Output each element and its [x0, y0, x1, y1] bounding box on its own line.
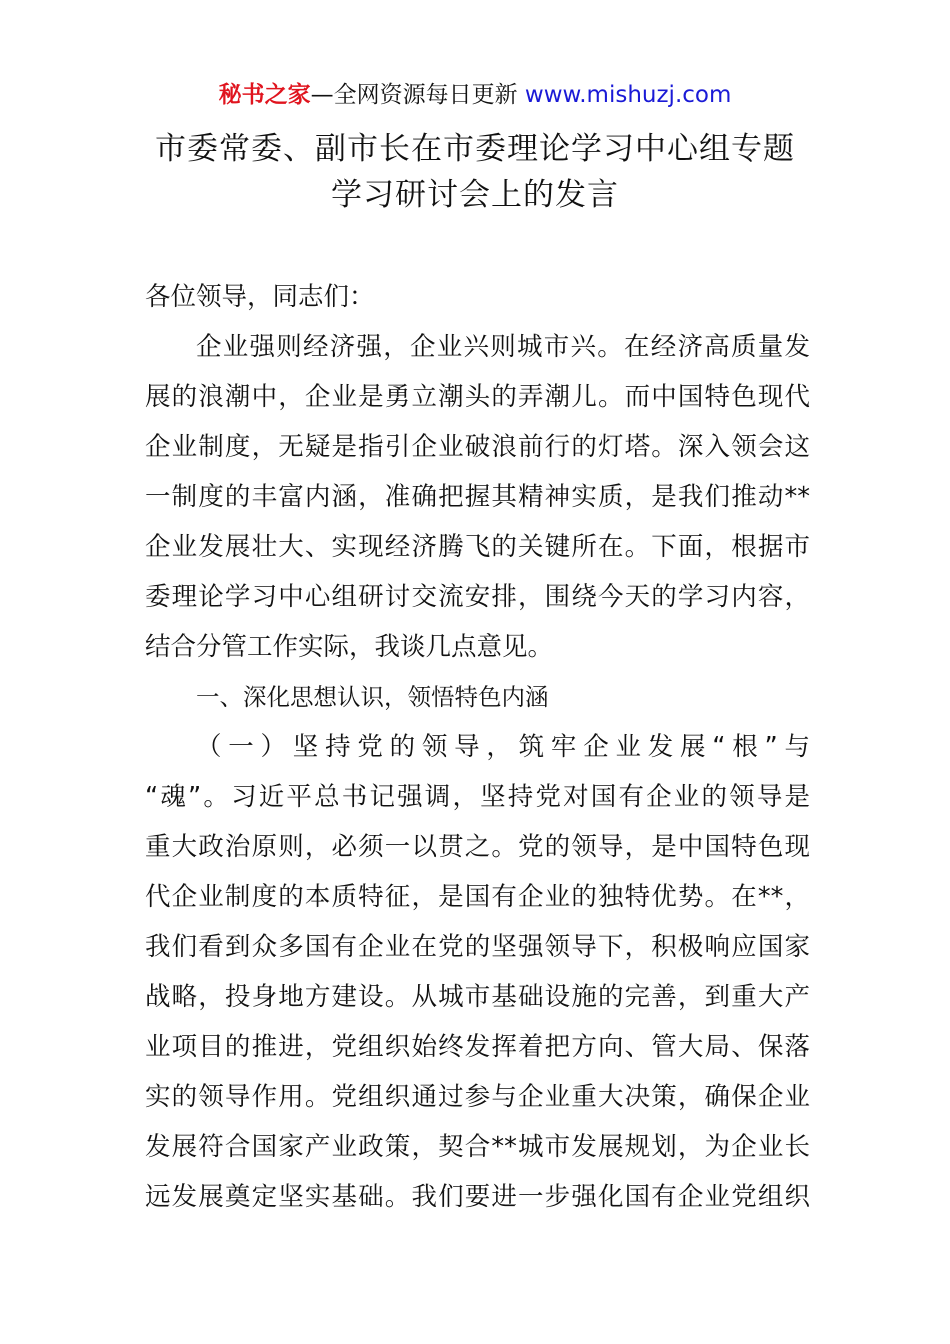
paragraph-line: 业项目的推进，党组织始终发挥着把方向、管大局、保落 [145, 1032, 810, 1062]
document-title [0, 126, 950, 218]
paragraph-line: 委理论学习中心组研讨交流安排，围绕今天的学习内容， [145, 582, 810, 612]
header-slogan: —全网资源每日更新 [310, 82, 525, 108]
paragraph-line: “魂”。习近平总书记强调，坚持党对国有企业的领导是 [145, 782, 810, 812]
paragraph-line: 发展符合国家产业政策，契合**城市发展规划，为企业长 [145, 1132, 810, 1162]
document-body [145, 272, 810, 1222]
paragraph-line: 重大政治原则，必须一以贯之。党的领导，是中国特色现 [145, 832, 810, 862]
title-line-1: 市委常委、副市长在市委理论学习中心组专题 [155, 131, 795, 167]
title-line-2: 学习研讨会上的发言 [331, 177, 619, 213]
paragraph-line: 我们看到众多国有企业在党的坚强领导下，积极响应国家 [145, 932, 810, 962]
site-header [0, 78, 950, 112]
brand-name: 秘书之家 [218, 82, 311, 108]
paragraph-line: 实的领导作用。党组织通过参与企业重大决策，确保企业 [145, 1082, 810, 1112]
paragraph-line: 结合分管工作实际，我谈几点意见。 [145, 632, 554, 662]
section-heading: 一、深化思想认识，领悟特色内涵 [196, 683, 549, 711]
paragraph-line: 一制度的丰富内涵，准确把握其精神实质，是我们推动** [145, 482, 810, 512]
paragraph-line: 展的浪潮中，企业是勇立潮头的弄潮儿。而中国特色现代 [145, 382, 810, 412]
paragraph-line: 远发展奠定坚实基础。我们要进一步强化国有企业党组织 [145, 1182, 810, 1212]
paragraph-line: 企业制度，无疑是指引企业破浪前行的灯塔。深入领会这 [145, 432, 810, 462]
paragraph-line: 企业强则经济强，企业兴则城市兴。在经济高质量发 [196, 332, 810, 362]
paragraph-line: 企业发展壮大、实现经济腾飞的关键所在。下面，根据市 [145, 532, 810, 562]
salutation: 各位领导，同志们： [145, 282, 375, 312]
paragraph-line: 战略，投身地方建设。从城市基础设施的完善，到重大产 [145, 982, 810, 1012]
paragraph-line: 代企业制度的本质特征，是国有企业的独特优势。在**， [145, 882, 810, 912]
subsection-heading: （一）坚持党的领导，筑牢企业发展“根”与 [196, 732, 810, 762]
site-url[interactable]: www.mishuzj.com [524, 82, 732, 108]
